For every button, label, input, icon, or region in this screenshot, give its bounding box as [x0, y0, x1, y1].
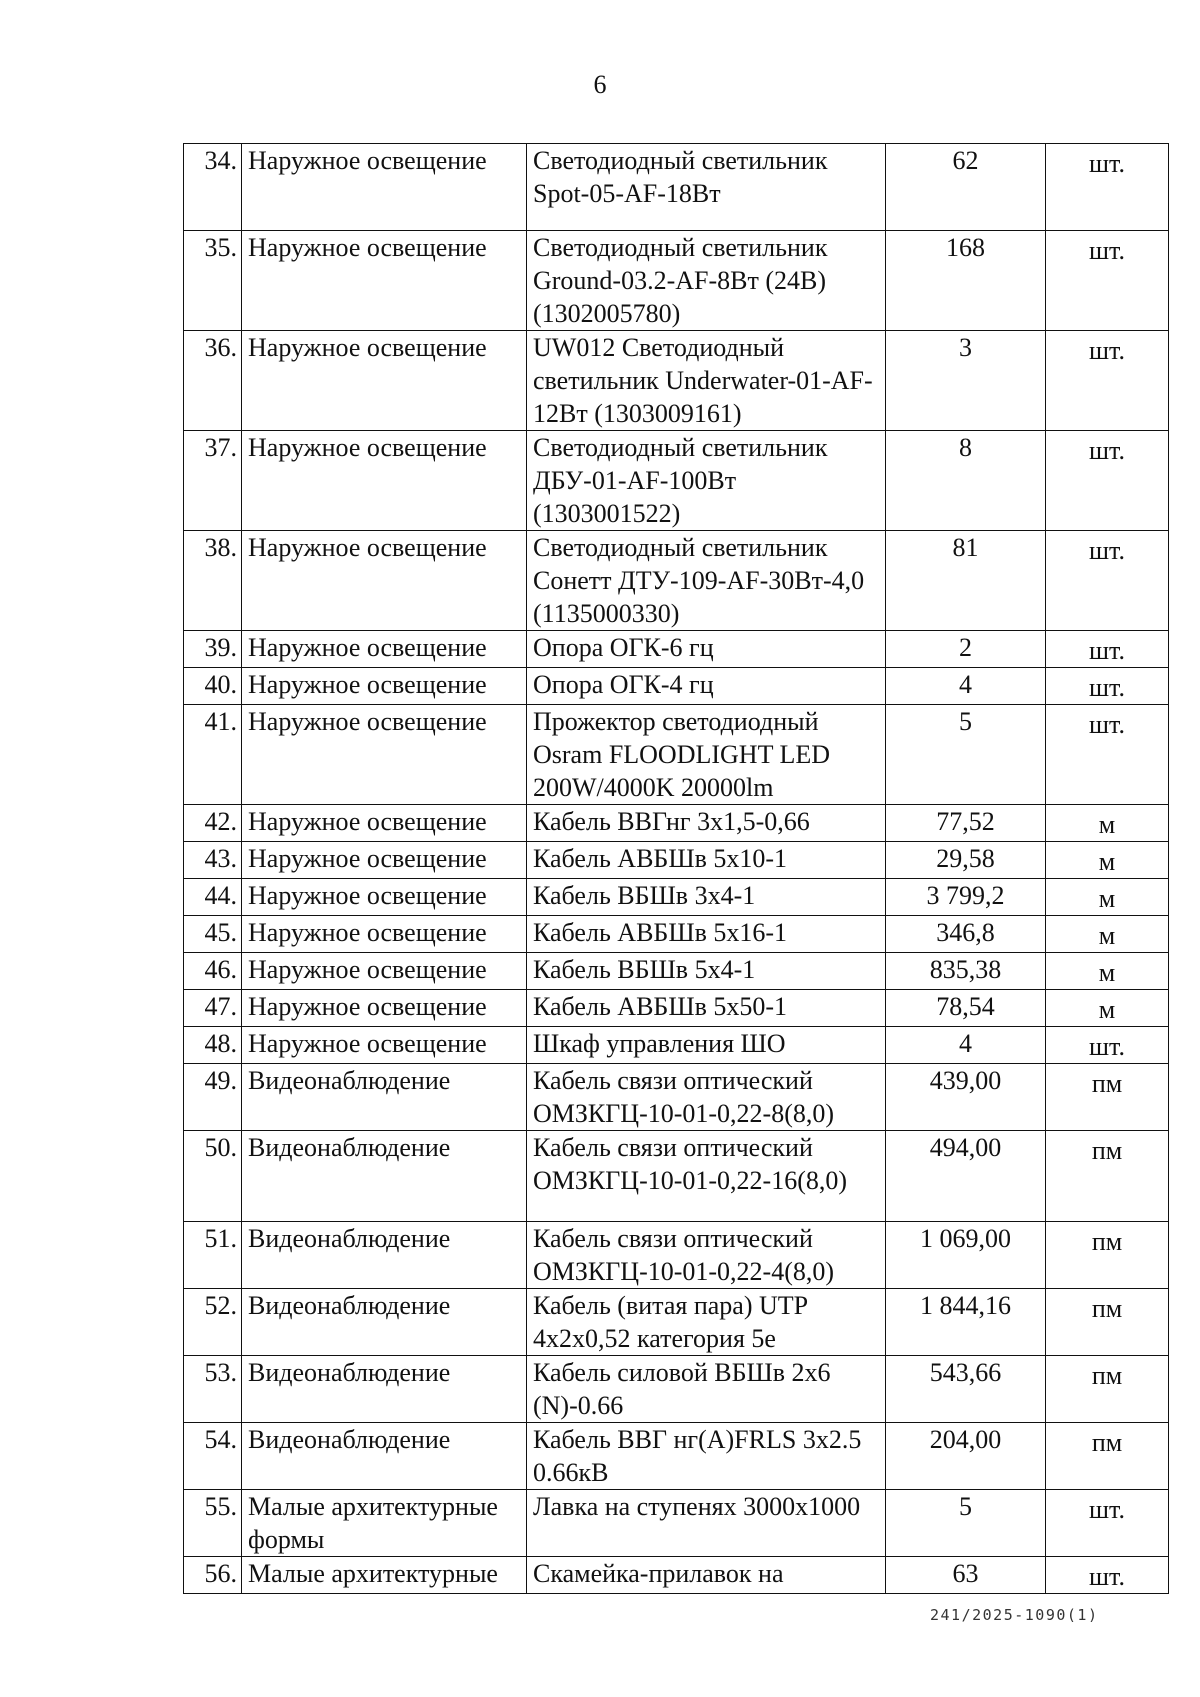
- row-unit: шт.: [1046, 668, 1169, 705]
- row-number: 44.: [184, 879, 242, 916]
- row-number: 52.: [184, 1289, 242, 1356]
- row-item-name: Кабель ВБШв 3х4-1: [527, 879, 886, 916]
- row-category: Наружное освещение: [242, 842, 527, 879]
- row-category: Наружное освещение: [242, 331, 527, 431]
- row-unit: пм: [1046, 1289, 1169, 1356]
- table-row: [184, 879, 1169, 916]
- row-number: 36.: [184, 331, 242, 431]
- row-number: 35.: [184, 231, 242, 331]
- row-quantity: 204,00: [886, 1423, 1046, 1490]
- row-quantity: 494,00: [886, 1131, 1046, 1222]
- row-number: 54.: [184, 1423, 242, 1490]
- page-number: 6: [593, 70, 607, 99]
- row-unit: пм: [1046, 1064, 1169, 1131]
- row-number: 39.: [184, 631, 242, 668]
- row-category: Наружное освещение: [242, 668, 527, 705]
- table-row: [184, 1356, 1169, 1423]
- row-category: Наружное освещение: [242, 953, 527, 990]
- row-number: 56.: [184, 1557, 242, 1594]
- document-code: 241/2025-1090(1): [930, 1606, 1099, 1624]
- row-category: Видеонаблюдение: [242, 1423, 527, 1490]
- row-number: 53.: [184, 1356, 242, 1423]
- row-item-name: Кабель ВБШв 5х4-1: [527, 953, 886, 990]
- row-unit: шт.: [1046, 1490, 1169, 1557]
- table-row: [184, 631, 1169, 668]
- row-quantity: 78,54: [886, 990, 1046, 1027]
- row-unit: м: [1046, 805, 1169, 842]
- row-unit: пм: [1046, 1131, 1169, 1222]
- row-quantity: 1 844,16: [886, 1289, 1046, 1356]
- row-item-name: Кабель АВБШв 5х50-1: [527, 990, 886, 1027]
- row-quantity: 77,52: [886, 805, 1046, 842]
- row-item-name: UW012 Светодиодный светильник Underwater-01-AF-12Вт (1303009161): [527, 331, 886, 431]
- row-category: Малые архитектурные формы: [242, 1490, 527, 1557]
- row-category: Наружное освещение: [242, 231, 527, 331]
- row-category: Наружное освещение: [242, 1027, 527, 1064]
- row-unit: шт.: [1046, 705, 1169, 805]
- row-quantity: 835,38: [886, 953, 1046, 990]
- row-item-name: Опора ОГК-6 гц: [527, 631, 886, 668]
- row-quantity: 3 799,2: [886, 879, 1046, 916]
- row-unit: шт.: [1046, 631, 1169, 668]
- row-item-name: Кабель связи оптический ОМЗКГЦ-10-01-0,22-4(8,0): [527, 1222, 886, 1289]
- table-row: [184, 1289, 1169, 1356]
- row-unit: м: [1046, 916, 1169, 953]
- row-quantity: 5: [886, 705, 1046, 805]
- row-unit: м: [1046, 990, 1169, 1027]
- row-unit: шт.: [1046, 531, 1169, 631]
- table-row: [184, 1131, 1169, 1222]
- row-quantity: 29,58: [886, 842, 1046, 879]
- row-category: Малые архитектурные: [242, 1557, 527, 1594]
- row-number: 42.: [184, 805, 242, 842]
- row-unit: шт.: [1046, 1557, 1169, 1594]
- row-item-name: Светодиодный светильник Сонетт ДТУ-109-AF-30Вт-4,0 (1135000330): [527, 531, 886, 631]
- table-row: [184, 705, 1169, 805]
- specification-table: [183, 143, 1169, 1594]
- row-category: Наружное освещение: [242, 531, 527, 631]
- row-quantity: 5: [886, 1490, 1046, 1557]
- row-category: Наружное освещение: [242, 144, 527, 231]
- row-quantity: 62: [886, 144, 1046, 231]
- table-row: [184, 1064, 1169, 1131]
- row-number: 34.: [184, 144, 242, 231]
- table-row: [184, 1222, 1169, 1289]
- row-quantity: 1 069,00: [886, 1222, 1046, 1289]
- row-category: Наружное освещение: [242, 631, 527, 668]
- table-row: [184, 990, 1169, 1027]
- row-number: 49.: [184, 1064, 242, 1131]
- row-item-name: Кабель связи оптический ОМЗКГЦ-10-01-0,22-8(8,0): [527, 1064, 886, 1131]
- row-number: 41.: [184, 705, 242, 805]
- row-quantity: 543,66: [886, 1356, 1046, 1423]
- table-row: [184, 531, 1169, 631]
- row-item-name: Кабель ВВГнг 3х1,5-0,66: [527, 805, 886, 842]
- row-item-name: Опора ОГК-4 гц: [527, 668, 886, 705]
- row-quantity: 346,8: [886, 916, 1046, 953]
- table-row: [184, 1423, 1169, 1490]
- table-row: [184, 144, 1169, 231]
- table-row: [184, 953, 1169, 990]
- row-category: Видеонаблюдение: [242, 1356, 527, 1423]
- row-unit: м: [1046, 842, 1169, 879]
- row-number: 38.: [184, 531, 242, 631]
- row-category: Наружное освещение: [242, 916, 527, 953]
- row-item-name: Прожектор светодиодный Osram FLOODLIGHT LED 200W/4000K 20000lm: [527, 705, 886, 805]
- row-item-name: Шкаф управления ШО: [527, 1027, 886, 1064]
- row-number: 43.: [184, 842, 242, 879]
- row-category: Наружное освещение: [242, 805, 527, 842]
- row-number: 48.: [184, 1027, 242, 1064]
- row-category: Видеонаблюдение: [242, 1222, 527, 1289]
- table-row: [184, 331, 1169, 431]
- table-row: [184, 916, 1169, 953]
- row-number: 47.: [184, 990, 242, 1027]
- specification-table-body: [184, 144, 1169, 1594]
- row-number: 40.: [184, 668, 242, 705]
- row-item-name: Светодиодный светильник ДБУ-01-AF-100Вт (1303001522): [527, 431, 886, 531]
- row-quantity: 81: [886, 531, 1046, 631]
- table-row: [184, 231, 1169, 331]
- row-category: Видеонаблюдение: [242, 1064, 527, 1131]
- row-unit: шт.: [1046, 231, 1169, 331]
- row-quantity: 8: [886, 431, 1046, 531]
- table-row: [184, 805, 1169, 842]
- row-quantity: 4: [886, 1027, 1046, 1064]
- row-item-name: Лавка на ступенях 3000х1000: [527, 1490, 886, 1557]
- row-number: 37.: [184, 431, 242, 531]
- row-unit: шт.: [1046, 144, 1169, 231]
- row-category: Наружное освещение: [242, 431, 527, 531]
- row-item-name: Скамейка-прилавок на: [527, 1557, 886, 1594]
- row-item-name: Кабель АВБШв 5х10-1: [527, 842, 886, 879]
- row-category: Наружное освещение: [242, 879, 527, 916]
- table-row: [184, 431, 1169, 531]
- row-item-name: Кабель связи оптический ОМЗКГЦ-10-01-0,22-16(8,0): [527, 1131, 886, 1222]
- row-number: 55.: [184, 1490, 242, 1557]
- table-row: [184, 1490, 1169, 1557]
- row-unit: м: [1046, 879, 1169, 916]
- table-row: [184, 668, 1169, 705]
- table-row: [184, 842, 1169, 879]
- row-category: Видеонаблюдение: [242, 1289, 527, 1356]
- row-number: 51.: [184, 1222, 242, 1289]
- row-category: Наружное освещение: [242, 705, 527, 805]
- row-quantity: 4: [886, 668, 1046, 705]
- table-row: [184, 1557, 1169, 1594]
- row-item-name: Кабель ВВГ нг(А)FRLS 3х2.5 0.66кВ: [527, 1423, 886, 1490]
- row-unit: шт.: [1046, 431, 1169, 531]
- row-category: Видеонаблюдение: [242, 1131, 527, 1222]
- row-unit: шт.: [1046, 1027, 1169, 1064]
- table-row: [184, 1027, 1169, 1064]
- row-unit: пм: [1046, 1222, 1169, 1289]
- row-item-name: Кабель АВБШв 5х16-1: [527, 916, 886, 953]
- row-number: 50.: [184, 1131, 242, 1222]
- row-item-name: Кабель силовой ВБШв 2х6 (N)-0.66: [527, 1356, 886, 1423]
- row-unit: шт.: [1046, 331, 1169, 431]
- row-quantity: 3: [886, 331, 1046, 431]
- row-quantity: 168: [886, 231, 1046, 331]
- row-unit: м: [1046, 953, 1169, 990]
- row-quantity: 439,00: [886, 1064, 1046, 1131]
- row-number: 46.: [184, 953, 242, 990]
- row-number: 45.: [184, 916, 242, 953]
- row-quantity: 2: [886, 631, 1046, 668]
- row-item-name: Светодиодный светильник Spot-05-AF-18Вт: [527, 144, 886, 231]
- row-item-name: Светодиодный светильник Ground-03.2-AF-8Вт (24В) (1302005780): [527, 231, 886, 331]
- row-unit: пм: [1046, 1423, 1169, 1490]
- row-item-name: Кабель (витая пара) UTP 4х2х0,52 категория 5е: [527, 1289, 886, 1356]
- row-unit: пм: [1046, 1356, 1169, 1423]
- row-quantity: 63: [886, 1557, 1046, 1594]
- row-category: Наружное освещение: [242, 990, 527, 1027]
